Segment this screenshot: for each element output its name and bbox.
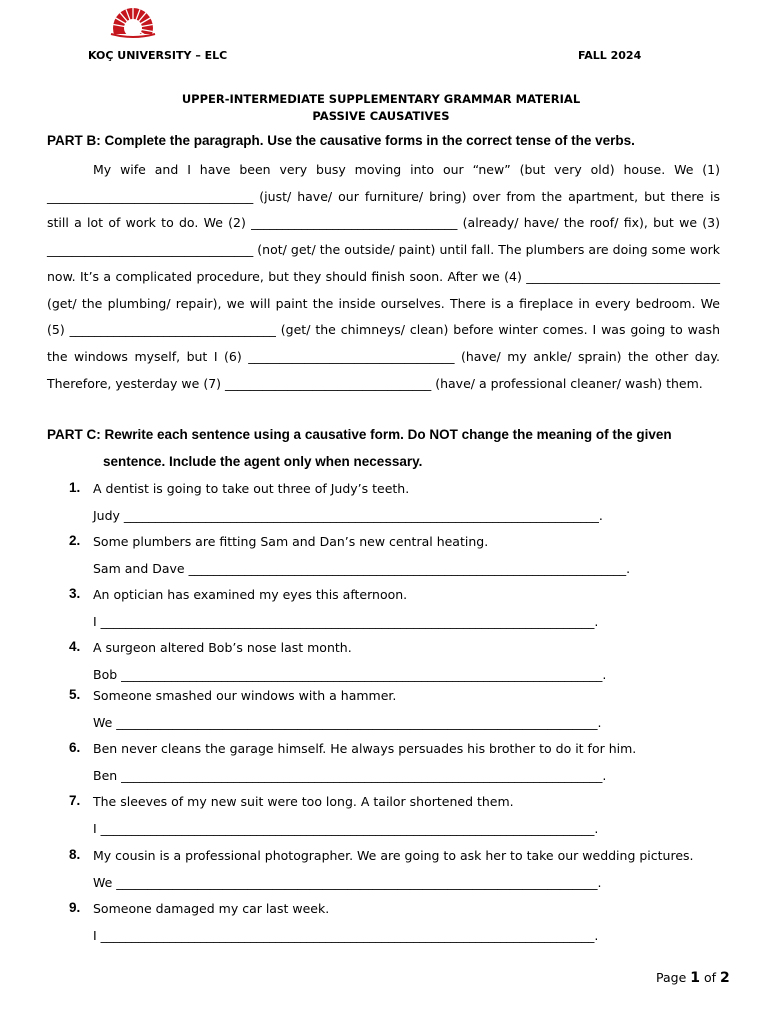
item-number: 4. <box>69 639 81 654</box>
item-sentence: A dentist is going to take out three of Judy’s teeth. <box>93 481 410 496</box>
page-word: Page <box>656 970 687 985</box>
item-sentence: Someone smashed our windows with a hammer. <box>93 688 397 703</box>
answer-line[interactable]: Bob _____________________________________________________________________________. <box>93 667 607 682</box>
item-sentence: Someone damaged my car last week. <box>93 901 330 916</box>
page-footer <box>656 970 730 986</box>
item-number: 8. <box>69 847 81 862</box>
answer-line[interactable]: We _____________________________________________________________________________. <box>93 875 602 890</box>
answer-line[interactable]: I _______________________________________________________________________________. <box>93 614 599 629</box>
answer-line[interactable]: I _______________________________________________________________________________. <box>93 821 599 836</box>
part-b-heading: PART B: Complete the paragraph. Use the causative forms in the correct tense of the verbs. <box>47 133 635 148</box>
item-number: 2. <box>69 533 81 548</box>
item-sentence: My cousin is a professional photographer. We are going to ask her to take our wedding pictures. <box>93 848 694 863</box>
item-sentence: A surgeon altered Bob’s nose last month. <box>93 640 352 655</box>
part-c-heading: PART C: Rewrite each sentence using a causative form. Do NOT change the meaning of the given <box>47 427 672 442</box>
part-b-paragraph: My wife and I have been very busy moving into our “new” (but very old) house. We (1) _________________________________ (just/ have/ our furniture/ bring) over from the apartment, but there is still a lot of work to do. We (2) _________________________________ (already/ have/ the roof/ fix), but we (3) _________________________________ (not/ get/ the outside/ paint) until fall. The plumbers are doing some work now. It’s a complicated procedure, but they should finish soon. After we (4) _______________________________ (get/ the plumbing/ repair), we will paint the inside ourselves. There is a fireplace in every bedroom. We (5) _________________________________ (get/ the chimneys/ clean) before winter comes. I was going to wash the windows myself, but I (6) _________________________________ (have/ my ankle/ sprain) the other day. Therefore, yesterday we (7) _________________________________ (have/ a professional cleaner/ wash) them. <box>47 162 720 391</box>
item-sentence: Ben never cleans the garage himself. He always persuades his brother to do it for him. <box>93 741 637 756</box>
answer-line[interactable]: Sam and Dave ______________________________________________________________________. <box>93 561 631 576</box>
term-label: FALL 2024 <box>578 49 642 62</box>
of-word: of <box>703 970 717 985</box>
item-number: 3. <box>69 586 81 601</box>
material-title: UPPER-INTERMEDIATE SUPPLEMENTARY GRAMMAR MATERIAL <box>181 92 581 106</box>
answer-line[interactable]: We _____________________________________________________________________________. <box>93 715 602 730</box>
item-number: 7. <box>69 793 81 808</box>
item-number: 5. <box>69 687 81 702</box>
item-sentence: Some plumbers are fitting Sam and Dan’s new central heating. <box>93 534 489 549</box>
topic-title: PASSIVE CAUSATIVES <box>312 109 450 123</box>
answer-line[interactable]: I _______________________________________________________________________________. <box>93 928 599 943</box>
page-number: 1 <box>690 970 700 986</box>
answer-line[interactable]: Ben _____________________________________________________________________________. <box>93 768 607 783</box>
answer-line[interactable]: Judy ____________________________________________________________________________. <box>93 508 603 523</box>
university-name: KOÇ UNIVERSITY – ELC <box>88 49 228 62</box>
item-number: 1. <box>69 480 81 495</box>
item-number: 9. <box>69 900 81 915</box>
item-number: 6. <box>69 740 81 755</box>
page-total: 2 <box>720 970 730 986</box>
koc-university-logo <box>107 4 159 48</box>
item-sentence: An optician has examined my eyes this afternoon. <box>93 587 408 602</box>
item-sentence: The sleeves of my new suit were too long. A tailor shortened them. <box>93 794 514 809</box>
part-c-heading-continued: sentence. Include the agent only when necessary. <box>103 454 423 469</box>
